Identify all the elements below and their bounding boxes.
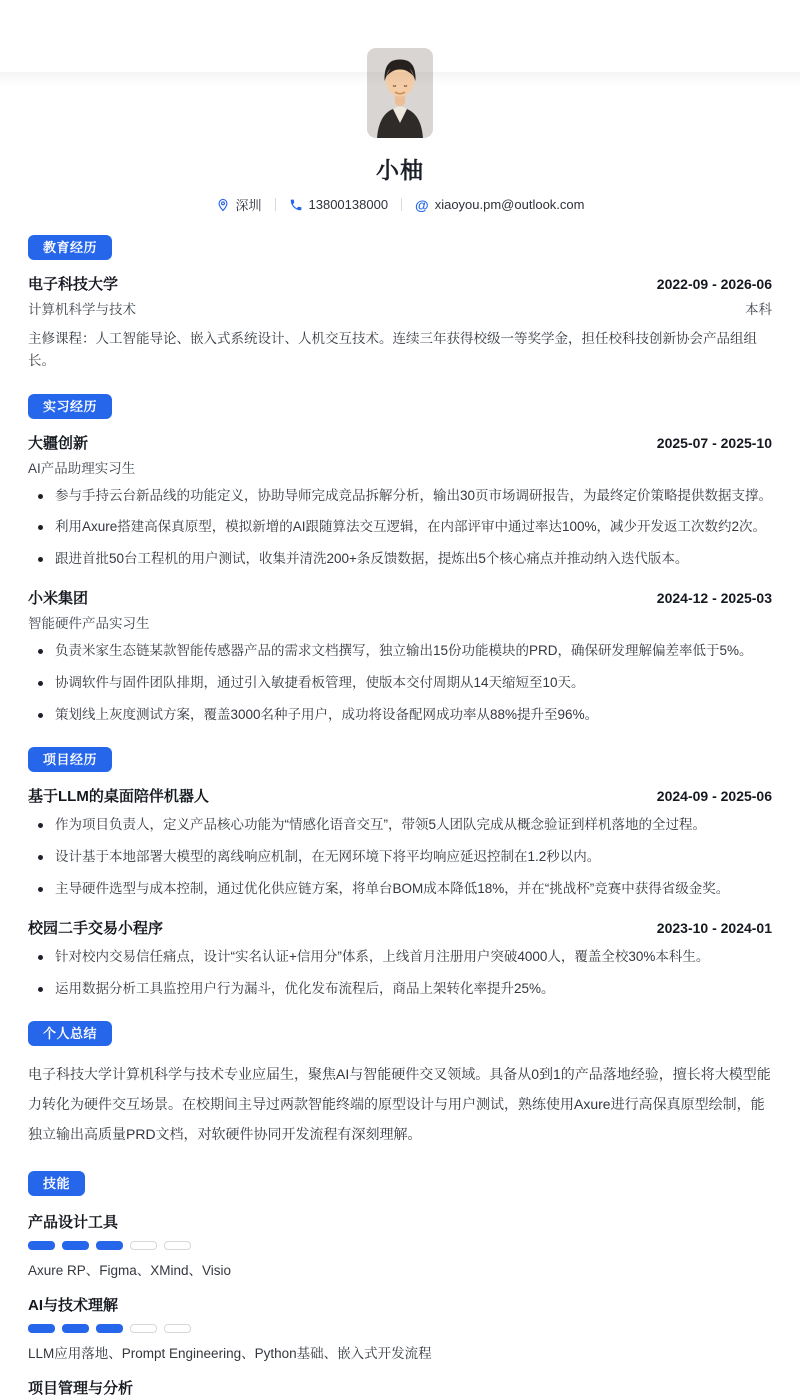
contact-email-text: xiaoyou.pm@outlook.com [434,197,585,212]
skill-level-segment [62,1324,89,1333]
entry-role: AI产品助理实习生 [28,460,136,476]
contact-divider [275,198,276,211]
entry-title: 大疆创新 [28,434,89,452]
entry-major: 计算机科学与技术 [28,302,136,317]
entry-role: 智能硬件产品实习生 [28,616,150,632]
section-summary-badge: 个人总结 [28,1021,112,1046]
entry-title: 基于LLM的桌面陪伴机器人 [28,788,209,806]
bullet-item: 设计基于本地部署大模型的离线响应机制，在无网环境下将平均响应延迟控制在1.2秒以内。 [28,847,772,868]
candidate-name: 小柚 [376,157,424,183]
internship-entry [28,587,772,726]
skill-level-segment [28,1241,55,1250]
skill-level-segment [62,1241,89,1250]
education-entry [28,273,772,373]
portrait-photo-icon [367,48,433,138]
contact-row [28,195,772,214]
phone-icon [289,198,303,212]
section-skills [28,1171,772,1398]
bullet-item: 参与手持云台新品线的功能定义，协助导师完成竞品拆解分析，输出30页市场调研报告，为最终定价策略提供数据支撑。 [28,486,772,507]
skill-name: 产品设计工具 [28,1213,119,1231]
summary-text: 电子科技大学计算机科学与技术专业应届生，聚焦AI与智能硬件交叉领域。具备从0到1的产品落地经验，擅长将大模型能力转化为硬件交互场景。在校期间主导过两款智能终端的原型设计与用户测试，熟练使用Axure进行高保真原型绘制，能独立输出高质量PRD文档，对软硬件协同开发流程有深刻理解。 [28,1065,771,1142]
contact-email [415,197,584,212]
bullet-list [28,486,772,571]
entry-description: 主修课程：人工智能导论、嵌入式系统设计、人机交互技术。连续三年获得校级一等奖学金，担任校科技创新协会产品组组长。 [28,331,757,369]
bullet-item: 协调软件与固件团队排期，通过引入敏捷看板管理，使版本交付周期从14天缩短至10天。 [28,673,772,694]
contact-location [216,195,262,214]
at-sign-icon: @ [415,196,429,213]
section-summary [28,1021,772,1150]
avatar [367,48,433,138]
skill-name: 项目管理与分析 [28,1379,134,1397]
entry-title: 校园二手交易小程序 [28,919,164,937]
contact-divider [401,198,402,211]
entry-degree: 本科 [745,302,772,317]
bullet-item: 运用数据分析工具监控用户行为漏斗，优化发布流程后，商品上架转化率提升25%。 [28,979,772,1000]
bullet-item: 利用Axure搭建高保真原型，模拟新增的AI跟随算法交互逻辑，在内部评审中通过率达100%，减少开发返工次数约2次。 [28,517,772,538]
project-entry [28,917,772,1000]
section-skills-badge: 技能 [28,1171,85,1196]
contact-phone [289,197,389,212]
entry-title: 小米集团 [28,590,89,608]
contact-location-text: 深圳 [235,198,262,213]
resume-page [0,48,800,1398]
bullet-item: 主导硬件选型与成本控制，通过优化供应链方案，将单台BOM成本降低18%，并在“挑战杯”竞赛中获得省级金奖。 [28,879,772,900]
skill-level-segment [130,1241,157,1250]
bullet-item: 跟进首批50台工程机的用户测试，收集并清洗200+条反馈数据，提炼出5个核心痛点并推动纳入迭代版本。 [28,549,772,570]
skill-item [28,1211,772,1279]
bullet-list [28,947,772,1000]
skill-level-segment [28,1324,55,1333]
bullet-list [28,641,772,726]
section-projects [28,747,772,1000]
contact-phone-text: 13800138000 [308,197,389,212]
entry-date: 2024-09 - 2025-06 [656,788,772,805]
entry-date: 2024-12 - 2025-03 [656,590,772,607]
entry-title: 电子科技大学 [28,276,119,293]
project-entry [28,785,772,900]
skill-level-segment [96,1241,123,1250]
skill-item [28,1377,772,1398]
skill-detail: LLM应用落地、Prompt Engineering、Python基础、嵌入式开发流程 [28,1345,432,1361]
bullet-item: 作为项目负责人，定义产品核心功能为“情感化语音交互”，带领5人团队完成从概念验证到样机落地的全过程。 [28,815,772,836]
skill-detail: Axure RP、Figma、XMind、Visio [28,1262,232,1278]
location-pin-icon [216,198,230,212]
entry-date: 2023-10 - 2024-01 [656,919,772,936]
skill-item [28,1294,772,1362]
skill-level-segment [164,1241,191,1250]
bullet-item: 针对校内交易信任痛点，设计“实名认证+信用分”体系，上线首月注册用户突破4000人，覆盖全校30%本科生。 [28,947,772,968]
skill-level-bar [28,1241,772,1250]
section-education-badge: 教育经历 [28,235,112,260]
bullet-item: 策划线上灰度测试方案，覆盖3000名种子用户，成功将设备配网成功率从88%提升至96%。 [28,705,772,726]
bullet-item: 负责米家生态链某款智能传感器产品的需求文档撰写，独立输出15份功能模块的PRD，确保研发理解偏差率低于5%。 [28,641,772,662]
skill-level-segment [96,1324,123,1333]
section-education [28,235,772,373]
page-top-shadow [0,72,800,86]
internship-entry [28,432,772,571]
bullet-list [28,815,772,900]
section-internship-badge: 实习经历 [28,394,112,419]
entry-date: 2025-07 - 2025-10 [656,434,772,451]
skill-level-bar [28,1324,772,1333]
entry-date: 2022-09 - 2026-06 [656,276,772,292]
skill-level-segment [130,1324,157,1333]
section-projects-badge: 项目经历 [28,747,112,772]
skill-name: AI与技术理解 [28,1296,119,1314]
skill-level-segment [164,1324,191,1333]
section-internship [28,394,772,727]
